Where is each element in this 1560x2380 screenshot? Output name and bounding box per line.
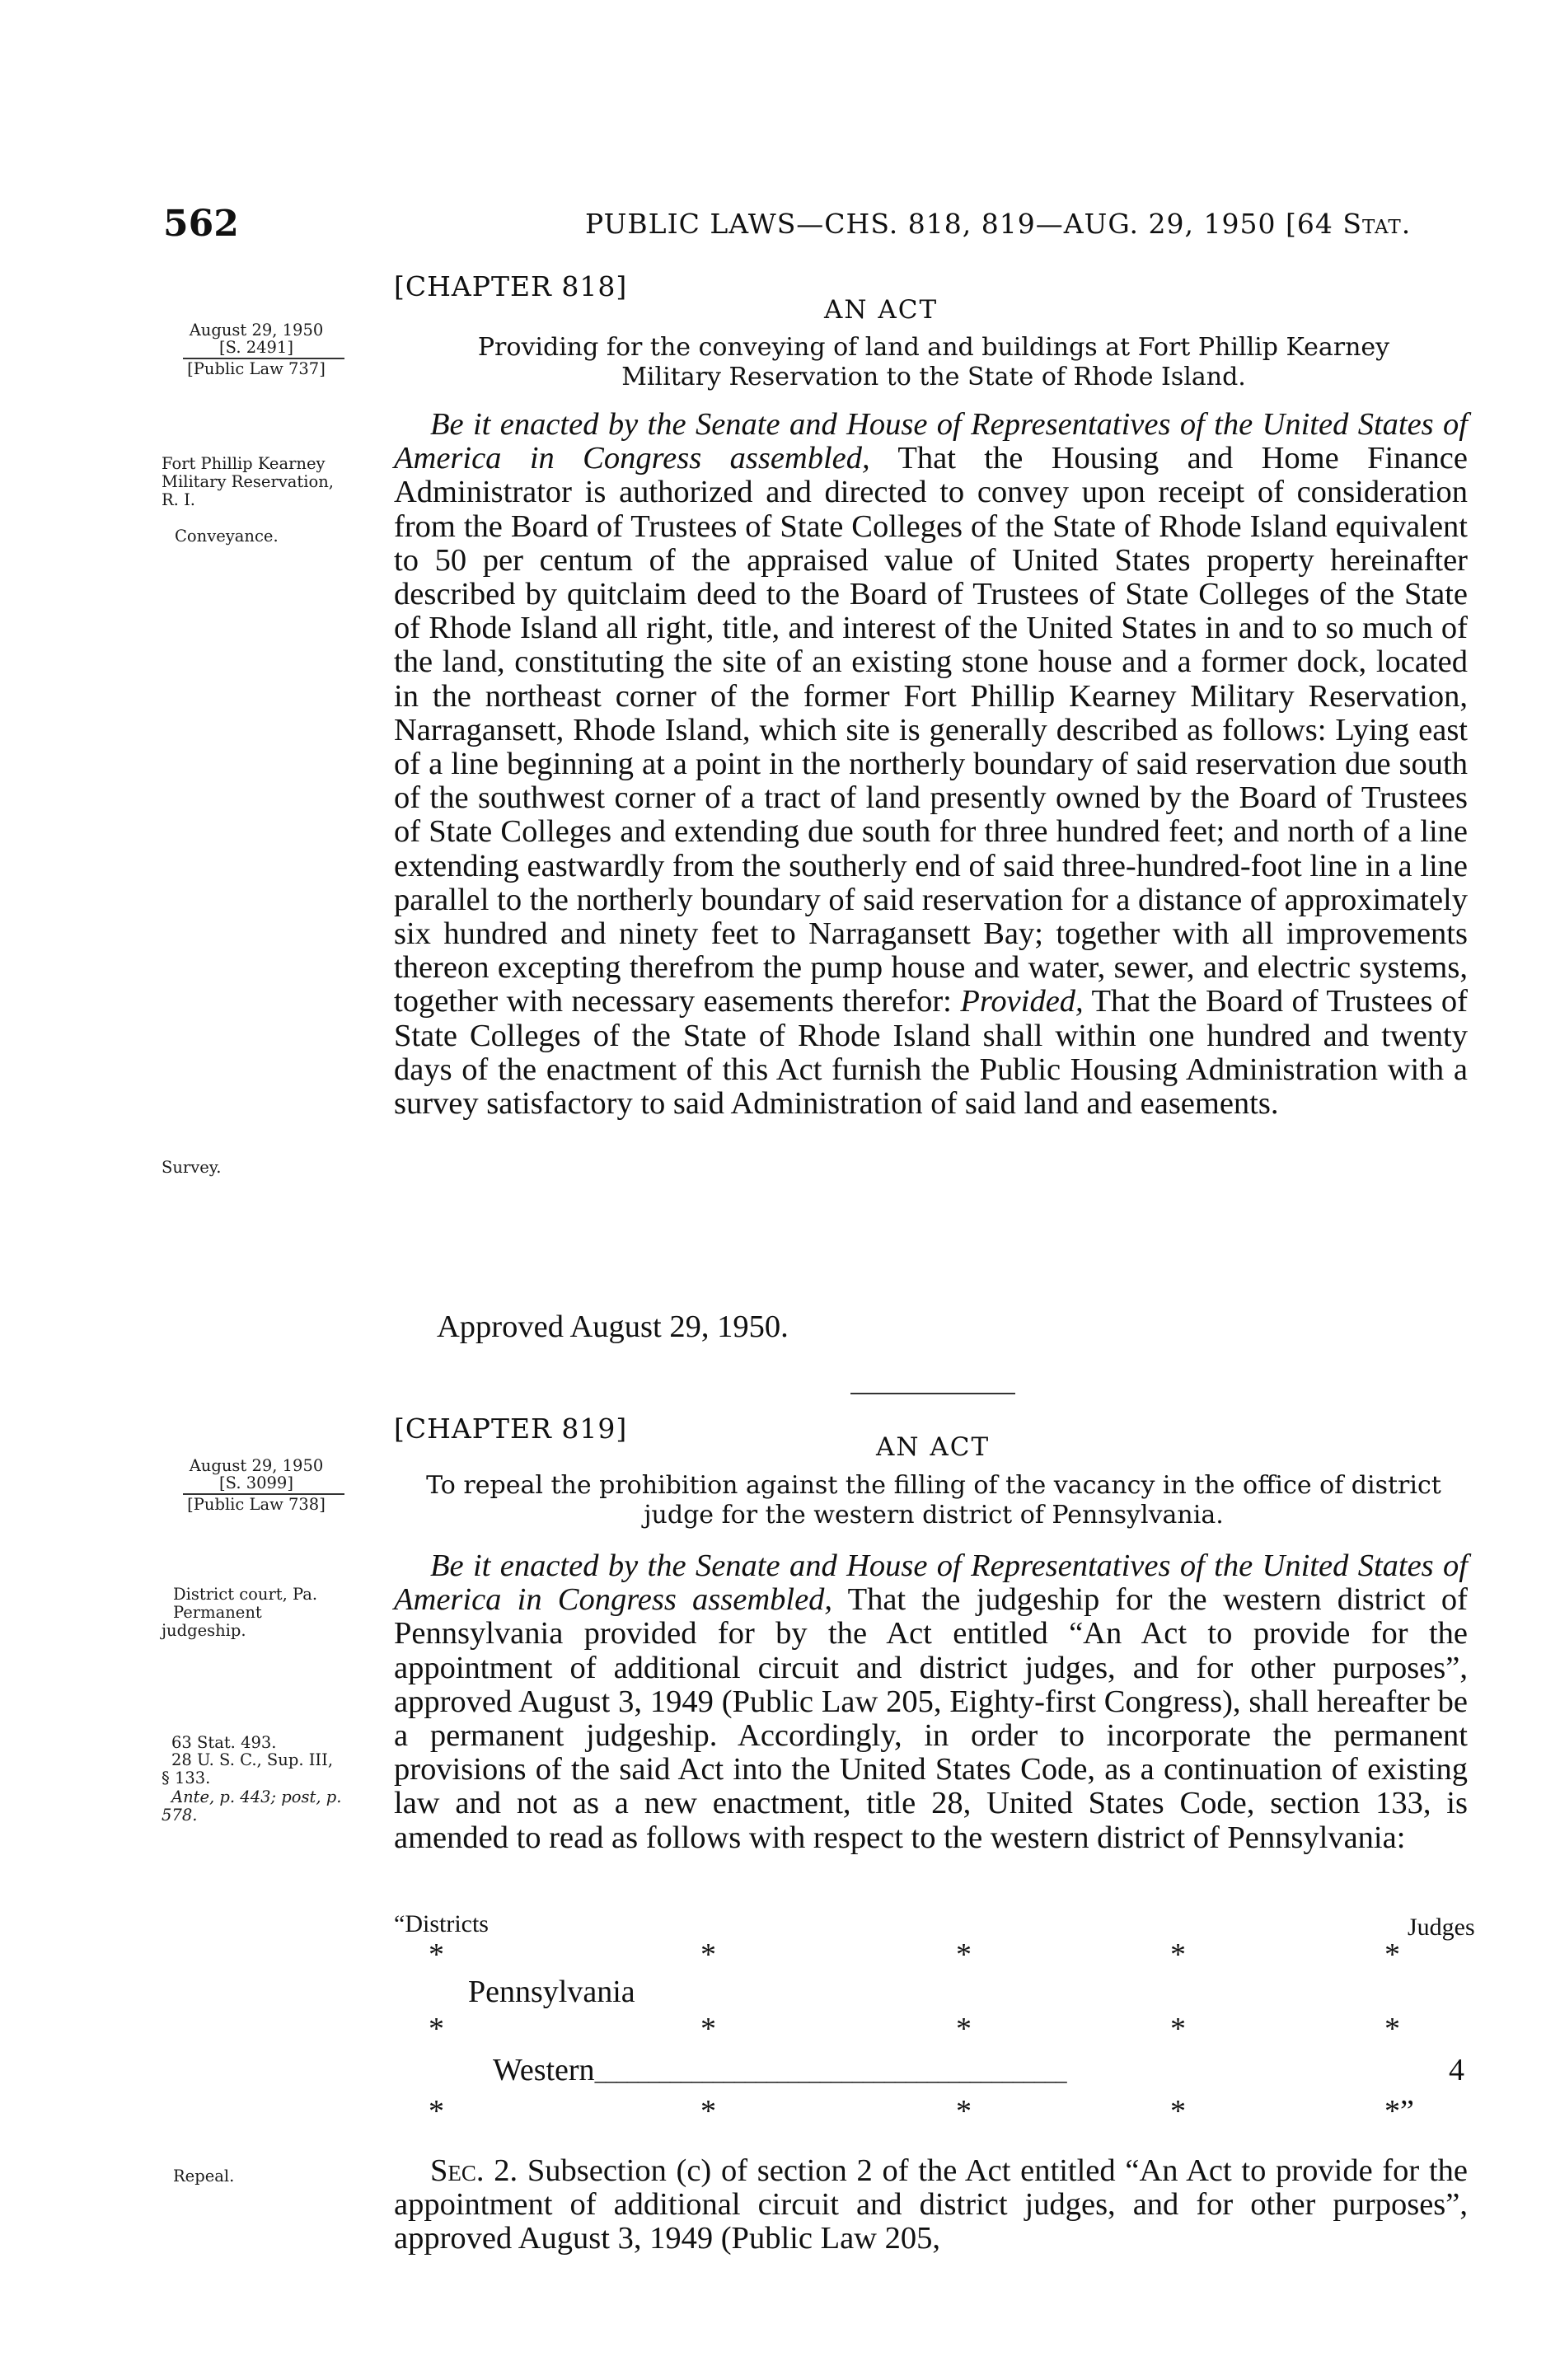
chapter-818-enacting-clause: Be it enacted by the Senate and House of Representatives of the United States of America in Congress assembled,	[394, 407, 1468, 476]
chapter-819-margin-cite-stat: 63 Stat. 493.	[171, 1733, 277, 1752]
chapter-819-description-line2: judge for the western district of Pennsylvania.	[644, 1501, 1224, 1530]
table-district-western: Western	[493, 2053, 595, 2087]
chapter-819-margin-date: August 29, 1950	[189, 1456, 324, 1475]
chapter-819-margin-cite-usc: 28 U. S. C., Sup. III, § 133.	[162, 1750, 334, 1787]
chapter-819-margin-public-law: [Public Law 738]	[187, 1495, 326, 1514]
chapter-818-margin-conveyance: Conveyance.	[175, 527, 279, 546]
chapter-818-text-part2: That the Board of Trustees of State Colleges of the State of Rhode Island shall within one hundred and twenty days of the enactment of this Act furnish the Public Housing Administration with a survey satisfactory to said Administration of said land and easements.	[394, 984, 1469, 1122]
chapter-819-margin-repeal: Repeal.	[173, 2167, 235, 2186]
chapter-818-description-line2: Military Reservation to the State of Rhode Island.	[621, 363, 1246, 391]
chapter-819-text: That the judgeship for the western district of Pennsylvania provided for by the Act entitled “An Act to provide for the appointment of additional circuit and district judges, and for other purposes”, approved August 3, 1949 (Public Law 205, Eighty-first Congress), shall hereafter be a permanent judgeship. Accordingly, in order to incorporate the permanent provisions of the said Act into the United States Code, as a continuation of existing law and not as a new enactment, title 28, United States Code, section 133, is amended to read as follows with respect to the western district of Pennsylvania:	[394, 1582, 1468, 1855]
chapter-819-margin-cite-ante: Ante, p. 443; post, p. 578.	[162, 1787, 342, 1825]
chapter-819-description-line1: To repeal the prohibition against the filling of the vacancy in the office of district	[426, 1471, 1441, 1500]
table-judge-count: 4	[1449, 2053, 1464, 2087]
chapter-818-provided: Provided,	[960, 984, 1084, 1019]
table-state: Pennsylvania	[468, 1975, 635, 2009]
chapter-819-margin-bill: [S. 3099]	[219, 1473, 293, 1492]
chapter-819-body	[394, 1549, 1468, 1855]
statute-volume: [64 Stat.	[1286, 208, 1412, 240]
chapter-818-an-act: AN ACT	[824, 295, 939, 325]
section-2-text: Subsection (c) of section 2 of the Act entitled “An Act to provide for the appointment of additional circuit and district judges, and for other purposes”, approved August 3, 1949 (Public Law 205,	[394, 2153, 1469, 2256]
chapter-818-margin-survey: Survey.	[162, 1158, 222, 1177]
chapter-818-margin-public-law: [Public Law 737]	[187, 359, 326, 378]
running-title: PUBLIC LAWS—CHS. 818, 819—AUG. 29, 1950	[585, 208, 1277, 240]
chapter-819-an-act: AN ACT	[876, 1432, 991, 1462]
dot-leader: ____________________________________________	[594, 2060, 1066, 2086]
table-header-districts: “Districts	[394, 1910, 489, 1937]
chapter-818-margin-date: August 29, 1950	[189, 321, 324, 340]
table-end-quote: ”	[1400, 2094, 1414, 2129]
chapter-819-heading: [CHAPTER 819]	[394, 1413, 628, 1445]
table-row-western	[493, 2052, 1465, 2088]
chapter-818-heading: [CHAPTER 818]	[394, 270, 628, 302]
chapter-819-margin-district-court: District court, Pa.	[173, 1585, 318, 1604]
chapter-818-margin-bill: [S. 2491]	[219, 338, 293, 357]
page-number: 562	[163, 203, 239, 245]
chapter-818-margin-topic: Fort Phillip Kearney Military Reservation, R. I.	[162, 454, 334, 509]
chapter-819-section-2	[394, 2154, 1468, 2256]
chapter-818-approved: Approved August 29, 1950.	[437, 1309, 789, 1344]
chapter-819-enacting-clause: Be it enacted by the Senate and House of Representatives of the United States of America in Congress assembled,	[394, 1548, 1468, 1618]
section-2-label: Sec. 2.	[430, 2153, 518, 2188]
chapter-818-text-part1: That the Housing and Home Finance Administrator is authorized and directed to convey upon receipt of consideration from the Board of Trustees of State Colleges of the State of Rhode Island equivalent to 50 per centum of the appraised value of United States property hereinafter described by quitclaim deed to the Board of Trustees of State Colleges of the State of Rhode Island all right, title, and interest of the United States in and to so much of the land, constituting the site of an existing stone house and a former dock, located in the northeast corner of the former Fort Phillip Kearney Military Reservation, Narragansett, Rhode Island, which site is generally described as follows: Lying east of a line beginning at a point in the northerly boundary of said reservation due south of the southwest corner of a tract of land presently owned by the Board of Trustees of State Colleges and extending due south for three hundred feet; and north of a line extending eastwardly from the southerly end of said three-hundred-foot line in a line parallel to the northerly boundary of said reservation for a distance of approximately six hundred and ninety feet to Narragansett Bay; together with all improvements thereon excepting therefrom the pump house and water, sewer, and electric systems, together with necessary easements therefor:	[394, 441, 1468, 1019]
chapter-818-description	[394, 333, 1473, 392]
table-header-judges: Judges	[1408, 1914, 1475, 1941]
chapter-819-description	[394, 1471, 1473, 1530]
chapter-divider	[850, 1393, 1015, 1394]
chapter-818-body	[394, 408, 1468, 1121]
chapter-818-description-line1: Providing for the conveying of land and buildings at Fort Phillip Kearney	[477, 333, 1390, 362]
chapter-819-margin-judgeship: Permanent judgeship.	[162, 1603, 262, 1640]
